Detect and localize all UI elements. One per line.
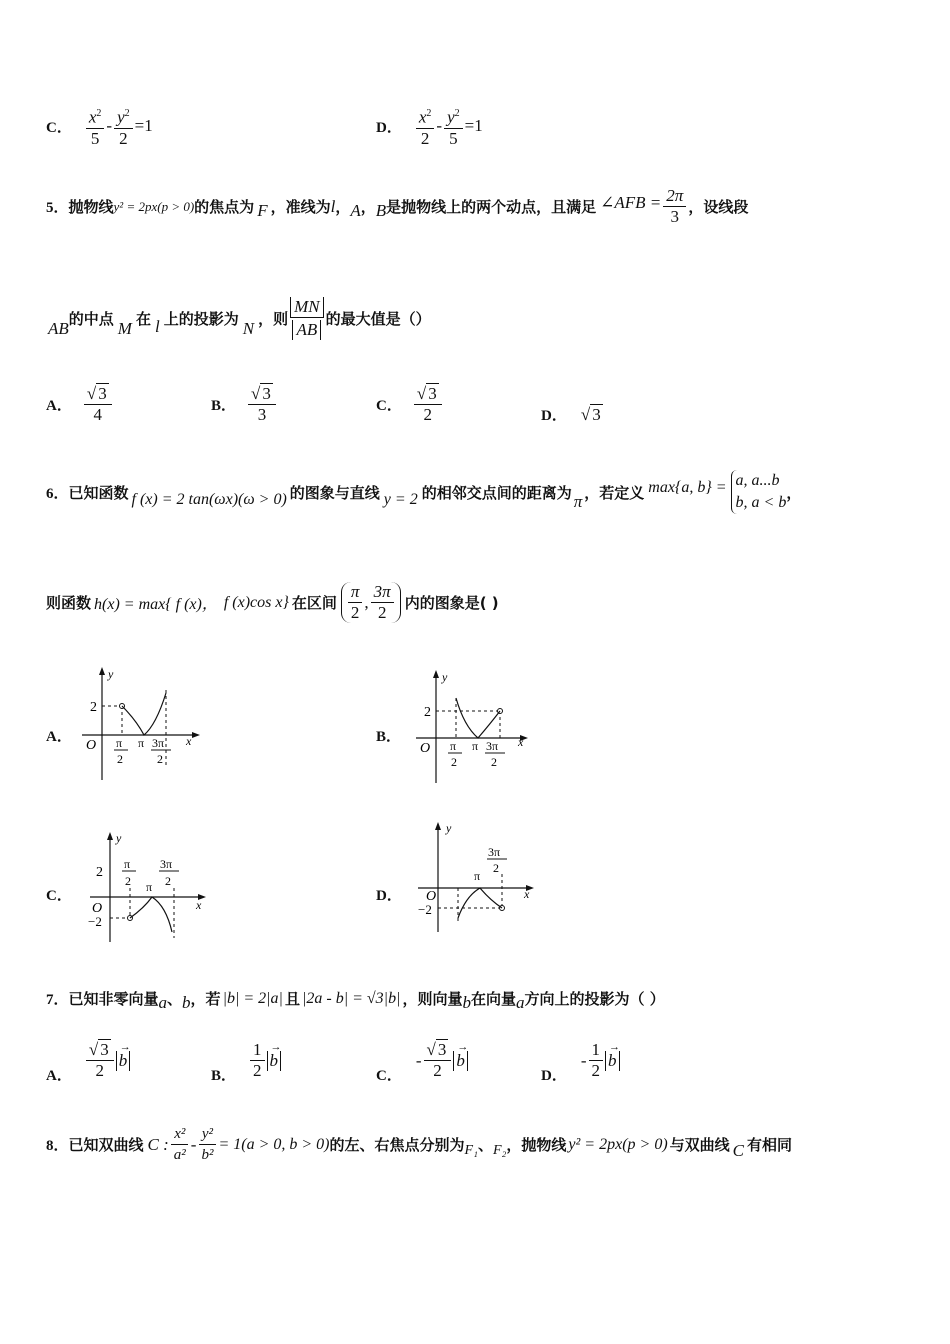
q5-option-b[interactable]: B． $\frac{√ 3}{3}$ <box>211 384 278 425</box>
q7-option-a[interactable]: A． $\frac{√ 3}{2}$ → b <box>46 1040 131 1084</box>
q6-option-b-label: B． <box>376 729 402 745</box>
interval: $\frac{\pi}{2}$ , $\frac{3\pi}{2}$ <box>341 582 401 623</box>
q6-stem-line1: 6． 已知函数 f (x) = 2 tan(ωx)(ω > 0) 的图象与直线 y = 2 的相邻交点间的距离为 π ，若定义 max{a, b} = a, a...b b, a < b ， <box>46 470 801 514</box>
fraction: $\frac{x^2}{2}$ <box>416 104 435 149</box>
svg-text:2: 2 <box>165 874 171 888</box>
q6-option-a-label: A． <box>46 729 72 745</box>
svg-text:O: O <box>426 889 437 904</box>
svg-text:π: π <box>138 736 145 750</box>
q6-option-d-label: D． <box>376 888 402 904</box>
q4-option-d[interactable]: D． $\frac{x^2}{2}$ - $\frac{y^2}{5}$ =1 <box>376 104 483 149</box>
piecewise: a, a...b b, a < b <box>731 470 787 514</box>
svg-text:y: y <box>108 667 114 681</box>
svg-text:y: y <box>442 670 448 684</box>
svg-text:O: O <box>420 741 431 756</box>
svg-text:π: π <box>116 736 123 750</box>
svg-text:y: y <box>116 831 122 845</box>
svg-text:π: π <box>146 880 153 894</box>
q8-stem: 8． 已知双曲线 C : $\frac{\text{x²}}{\text{a²}}$ - $\frac{\text{y²}}{\text{b²}}$ = 1(a > 0, b > 0) 的左、右焦点分别为 F₁ 、 F₂ ，抛物线 y² = 2px(p > 0) 与双曲线 C 有相同 <box>46 1126 793 1163</box>
svg-text:−2: −2 <box>418 902 432 917</box>
svg-text:2: 2 <box>451 755 457 769</box>
svg-text:x: x <box>518 735 524 749</box>
svg-text:π: π <box>450 739 457 753</box>
svg-text:3π: 3π <box>486 739 499 753</box>
svg-text:2: 2 <box>157 752 163 766</box>
q5-option-c[interactable]: C． $\frac{√ 3}{2}$ <box>376 384 444 425</box>
q4-option-c[interactable]: C． $\frac{x^2}{5}$ - $\frac{y^2}{2}$ =1 <box>46 104 153 149</box>
svg-text:O: O <box>86 738 97 753</box>
q7-option-c[interactable]: C． - $\frac{√ 3}{2}$ → b <box>376 1040 469 1084</box>
svg-text:2: 2 <box>424 705 431 720</box>
q6-graph-b[interactable] <box>412 668 542 788</box>
q6-graph-a[interactable] <box>78 665 208 785</box>
q7-option-b[interactable]: B． $\frac{1}{2}$ → b <box>211 1040 282 1084</box>
svg-text:2: 2 <box>117 752 123 766</box>
angle-fraction: $\frac{2\pi}{3}$ <box>663 186 686 227</box>
q6-stem-line2: 则函数 h(x) = max{ f (x)， f (x)cos x} 在区间 $\frac{\pi}{2}$ , $\frac{3\pi}{2}$ 内的图象是( ) <box>46 582 499 622</box>
svg-text:2: 2 <box>96 865 103 880</box>
svg-text:2: 2 <box>125 874 131 888</box>
q5-option-d[interactable]: D． √ 3 <box>541 404 601 424</box>
svg-text:y: y <box>446 821 452 835</box>
mn-over-ab-fraction: $\frac{MN}{AB}$ <box>290 297 324 340</box>
svg-text:−2: −2 <box>88 914 102 929</box>
svg-text:π: π <box>474 869 481 883</box>
q5-stem-line2: AB 的中点 M 在 l 上的投影为 N ，则 $\frac{MN}{AB}$ 的最大值是（） <box>48 297 431 339</box>
q6-option-c-label: C． <box>46 888 72 904</box>
svg-text:2: 2 <box>493 861 499 875</box>
option-label: C． <box>46 119 72 136</box>
q7-option-d[interactable]: D． - $\frac{1}{2}$ → b <box>541 1040 621 1084</box>
question-number: 5． <box>46 200 69 216</box>
svg-text:3π: 3π <box>152 736 165 750</box>
q6-graph-c[interactable] <box>86 828 216 946</box>
q7-stem: 7． 已知非零向量 a 、 b ，若 |b| = 2|a| 且 |2a - b| = √3|b| ，则向量 b 在向量 a 方向上的投影为（ ） <box>46 989 665 1012</box>
svg-text:O: O <box>92 901 103 916</box>
fraction: $\frac{x^2}{5}$ <box>86 104 105 149</box>
svg-text:π: π <box>124 857 131 871</box>
svg-text:π: π <box>472 739 479 753</box>
fraction: $\frac{y^2}{5}$ <box>444 104 463 149</box>
fraction: $\frac{y^2}{2}$ <box>114 104 133 149</box>
svg-text:x: x <box>186 734 192 748</box>
svg-text:2: 2 <box>491 755 497 769</box>
svg-text:3π: 3π <box>160 857 173 871</box>
q6-graph-d[interactable] <box>414 818 544 936</box>
svg-text:x: x <box>196 898 202 912</box>
q5-option-a[interactable]: A． $\frac{√ 3}{4}$ <box>46 384 114 425</box>
option-label: D． <box>376 119 402 136</box>
q5-stem-line1: 5． 抛物线 y² = 2px(p > 0) 的焦点为 F ，准线为 l ， A ， B 是抛物线上的两个动点，且满足 ∠AFB = $\frac{2\pi}{3}$ ，设线段 <box>46 186 749 226</box>
svg-text:2: 2 <box>90 700 97 715</box>
svg-text:x: x <box>524 887 530 901</box>
svg-text:3π: 3π <box>488 845 501 859</box>
